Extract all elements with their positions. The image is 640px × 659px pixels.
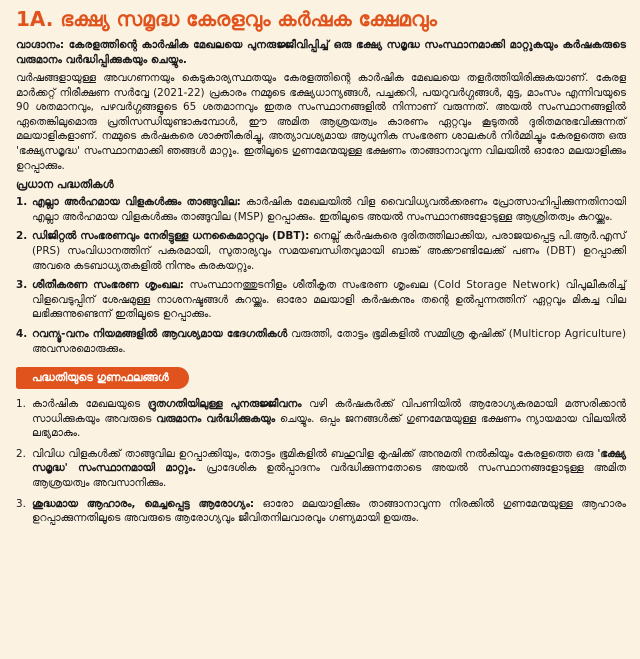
promise-text: കേരളത്തിന്റെ കാർഷിക മേഖലയെ പുനരുജ്ജീവിപ്പിച്ച് ഒരു ഭക്ഷ്യ സമൃദ്ധ സംസ്ഥാനമാക്കി മാറ്റുകയും കർഷകരുടെ വരുമാനം വർദ്ധിപ്പിക്കുകയും ചെയ്യും. (16, 39, 626, 66)
benefit-text: കാർഷിക മേഖലയുടെ (32, 398, 148, 411)
benefit-text: പ്രാദേശിക ഉൽപ്പാദനം വർദ്ധിക്കുന്നതോടെ അയൽ സംസ്ഥാനങ്ങളോടുള്ള അമിത ആശ്രയത്വം അവസാനിക്കും. (32, 462, 627, 490)
promise-statement (16, 38, 626, 68)
scheme-number: 3. (16, 279, 28, 292)
scheme-item (16, 229, 626, 273)
benefit-highlight: ശുദ്ധമായ ആഹാരം, മെച്ചപ്പെട്ട ആരോഗ്യം: (32, 497, 254, 510)
benefit-number: 2. (16, 447, 26, 460)
benefit-highlight: വരുമാനം വർദ്ധിക്കുകയും (156, 412, 276, 425)
scheme-heading: റവന്യൂ-വനം നിയമങ്ങളിൽ ആവശ്യമായ ഭേദഗതികൾ (32, 327, 288, 340)
scheme-heading: എല്ലാ അർഹമായ വിളകൾക്കും താങ്ങുവില: (32, 196, 241, 209)
benefit-text: വഴി കർഷകർക്ക് വിപണിയിൽ ആരോഗ്യകരമായി മത്സരിക്കാൻ സാധിക്കുകയും അവരുടെ (32, 398, 626, 425)
scheme-item (16, 278, 626, 322)
benefit-number: 1. (16, 398, 26, 411)
benefit-item (16, 447, 626, 491)
benefit-highlight: ദ്രുതഗതിയിലുള്ള പുനരുജ്ജീവനം (147, 398, 302, 411)
scheme-heading: ശീതീകരണ സംഭരണ ശൃംഖല: (32, 279, 184, 292)
page-title: 1A. ഭക്ഷ്യ സമൃദ്ധ കേരളവും കർഷക ക്ഷേമവും (16, 7, 437, 31)
scheme-text: വരുത്തി, തോട്ടം ഭൂമികളിൽ സമ്മിശ്ര കൃഷിക്ക് (Multicrop Agriculture) അവസരമൊരുക്കും. (32, 327, 626, 355)
schemes-list (16, 195, 626, 356)
promise-label: വാഗ്ദാനം: (16, 39, 65, 51)
scheme-text: കാർഷിക മേഖലയിൽ വിള വൈവിധ്യവൽക്കരണം പ്രോത്സാഹിപ്പിക്കുന്നതിനായി എല്ലാ അർഹമായ വിളകൾക്കും താങ്ങുവില (MSP) ഉറപ്പാക്കും. ഇതിലൂടെ അയൽ സംസ്ഥാനങ്ങളോടുള്ള ആശ്രിതത്വം കുറയ്ക്കും. (32, 196, 626, 223)
scheme-heading: ഡിജിറ്റൽ സംഭരണവും നേരിട്ടുള്ള ധനകൈമാറ്റവും (DBT): (32, 230, 310, 243)
benefit-item (16, 397, 626, 441)
schemes-heading: പ്രധാന പദ്ധതികൾ (16, 178, 114, 192)
benefit-number: 3. (16, 497, 26, 510)
benefits-list (16, 397, 626, 526)
benefits-banner: പദ്ധതിയുടെ ഗുണഫലങ്ങൾ (16, 367, 189, 389)
benefit-item (16, 497, 626, 526)
scheme-number: 2. (16, 230, 28, 243)
benefit-text: ചെയ്യും. ഒപ്പം ജനങ്ങൾക്ക് ഗുണമേന്മയുള്ള ഭക്ഷണം ന്യായമായ വിലയിൽ ലഭ്യമാകും. (32, 412, 627, 440)
scheme-number: 4. (16, 327, 28, 340)
benefit-text: ഓരോ മലയാളിക്കും താങ്ങാനാവുന്ന നിരക്കിൽ ഗുണമേന്മയുള്ള ആഹാരം ഉറപ്പാക്കുന്നതിലൂടെ അവരുടെ ആരോഗ്യവും ജീവിതനിലവാരവും ഗണ്യമായി ഉയരും. (32, 497, 627, 525)
benefit-text: വിവിധ വിളകൾക്ക് താങ്ങുവില ഉറപ്പാക്കിയും, തോട്ടം ഭൂമികളിൽ ബഹുവിള കൃഷിക്ക് അനുമതി നൽകിയും കേരളത്തെ ഒരു (32, 447, 598, 460)
scheme-item (16, 195, 626, 224)
intro-paragraph: വർഷങ്ങളായുള്ള അവഗണനയും കെടുകാര്യസ്ഥതയും കേരളത്തിന്റെ കാർഷിക മേഖലയെ തളർത്തിയിരിക്കുകയാണ്. കേരള മാർക്കറ്റ് നിരീക്ഷണ സർവ്വേ (2021-22) പ്രകാരം നമ്മുടെ ഭക്ഷ്യധാന്യങ്ങൾ, പച്ചക്കറി, പയറുവർഗ്ഗങ്ങൾ, മുട്ട, മാംസം എന്നിവയുടെ 90 ശതമാനവും, പഴവർഗ്ഗങ്ങളുടെ 65 ശതമാനവും ഇതര സംസ്ഥാനങ്ങളിൽ നിന്നാണ് വരുന്നത്. അയൽ സംസ്ഥാനങ്ങളിൽ ഏതെങ്കിലുമൊരു പ്രതിസന്ധിയുണ്ടാകുമ്പോൾ, ഈ അമിത ആശ്രയത്വം കാരണം ഏറ്റവും കൂടുതൽ ദുരിതമനുഭവിക്കുന്നത് മലയാളികളാണ്. നമ്മുടെ കർഷകരെ ശാക്തീകരിച്ചു, അത്യാവശ്യമായ ആധുനിക സംഭരണ ശാലകൾ നിർമ്മിച്ചും കേരളത്തെ ഒരു 'ഭക്ഷ്യസമൃദ്ധ' സംസ്ഥാനമാക്കി ഞങ്ങൾ മാറ്റും. ഇതിലൂടെ ഗുണമേന്മയുള്ള ഭക്ഷണം താങ്ങാനാവുന്ന വിലയിൽ ഓരോ മലയാളിക്കും ഉറപ്പാക്കും. (16, 72, 626, 172)
scheme-text: നെല്ല് കർഷകരെ ദുരിതത്തിലാക്കിയ, പരാജയപ്പെട്ട പി.ആർ.എസ് (PRS) സംവിധാനത്തിന് പകരമായി, സുതാര്യവും സമയബന്ധിതവുമായി ബാങ്ക് അക്കൗണ്ടിലേക്ക് പണം (DBT) ഉറപ്പാക്കി അവരെ കടബാധ്യതകളിൽ നിന്നും കരകയറ്റും. (32, 230, 626, 272)
scheme-text: സംസ്ഥാനത്തുടനീളം ശീതീകൃത സംഭരണ ശൃംഖല (Cold Storage Network) വിപുലീകരിച്ച് വിളവെടുപ്പിന് ശേഷമുള്ള നാശനഷ്ടങ്ങൾ കുറയ്ക്കും. ഓരോ മലയാളി കർഷകനും തന്റെ ഉൽപ്പന്നത്തിന് ഏറ്റവും മികച്ച വില ലഭിക്കുന്നുണ്ടെന്ന് ഇതിലൂടെ ഉറപ്പാക്കും. (32, 279, 626, 321)
scheme-item (16, 327, 626, 356)
scheme-number: 1. (16, 196, 28, 209)
benefit-highlight: 'ഭക്ഷ്യ സമൃദ്ധ' സംസ്ഥാനമായി മാറ്റും. (32, 447, 626, 475)
